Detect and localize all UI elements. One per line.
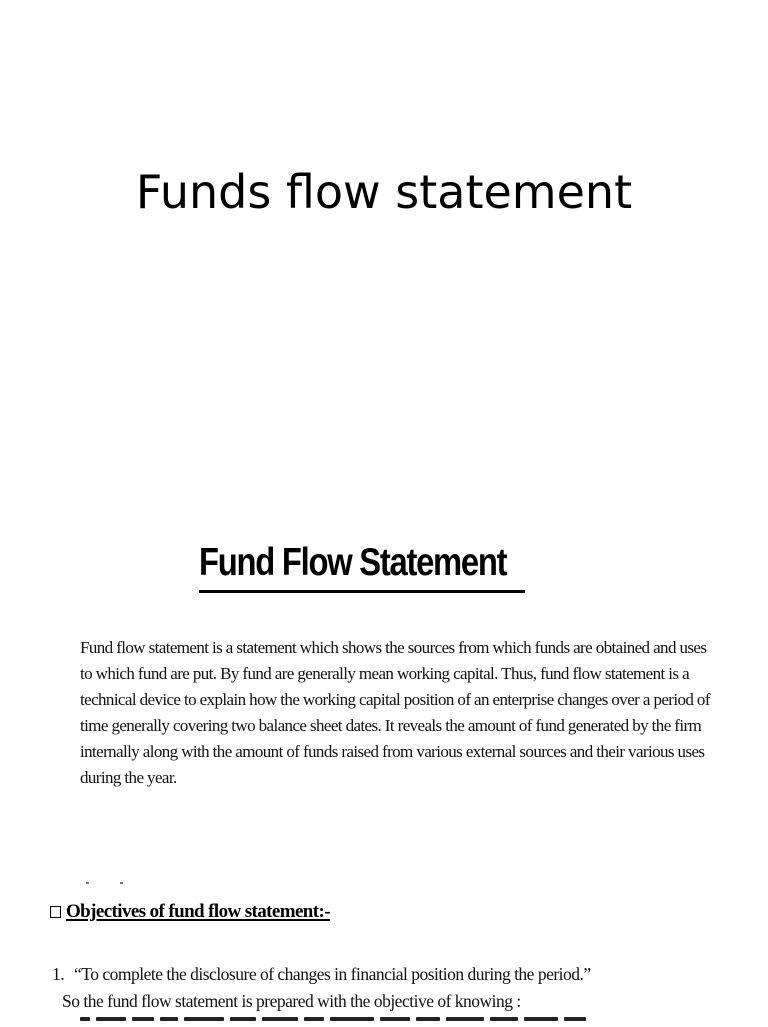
heading-underline	[199, 590, 525, 593]
document-heading: Fund Flow Statement	[199, 541, 507, 584]
truncated-text-line	[80, 1017, 640, 1027]
paragraph-line: during the year.	[80, 768, 177, 787]
scan-artifact-marks	[80, 880, 130, 886]
checkbox-bullet-icon	[50, 906, 61, 918]
objectives-followup: So the fund flow statement is prepared with the objective of knowing :	[62, 991, 521, 1011]
objective-item	[52, 960, 591, 988]
paragraph-line: time generally covering two balance sheet dates. It reveals the amount of fund generated by the firm	[80, 716, 702, 735]
definition-paragraph	[80, 635, 710, 791]
paragraph-line: technical device to explain how the working capital position of an enterprise changes over a period of	[80, 690, 710, 709]
objective-text: “To complete the disclosure of changes in financial position during the period.”	[74, 964, 591, 984]
objectives-heading	[50, 898, 330, 926]
objectives-heading-text: Objectives of fund flow statement:-	[66, 901, 330, 922]
objective-number: 1.	[52, 964, 65, 984]
slide-title: Funds flow statement	[135, 165, 633, 219]
paragraph-line: Fund flow statement is a statement which shows the sources from which funds are obtained and uses	[80, 638, 707, 657]
paragraph-line: to which fund are put. By fund are generally mean working capital. Thus, fund flow statement is a	[80, 664, 690, 683]
paragraph-line: internally along with the amount of funds raised from various external sources and their various uses	[80, 742, 705, 761]
